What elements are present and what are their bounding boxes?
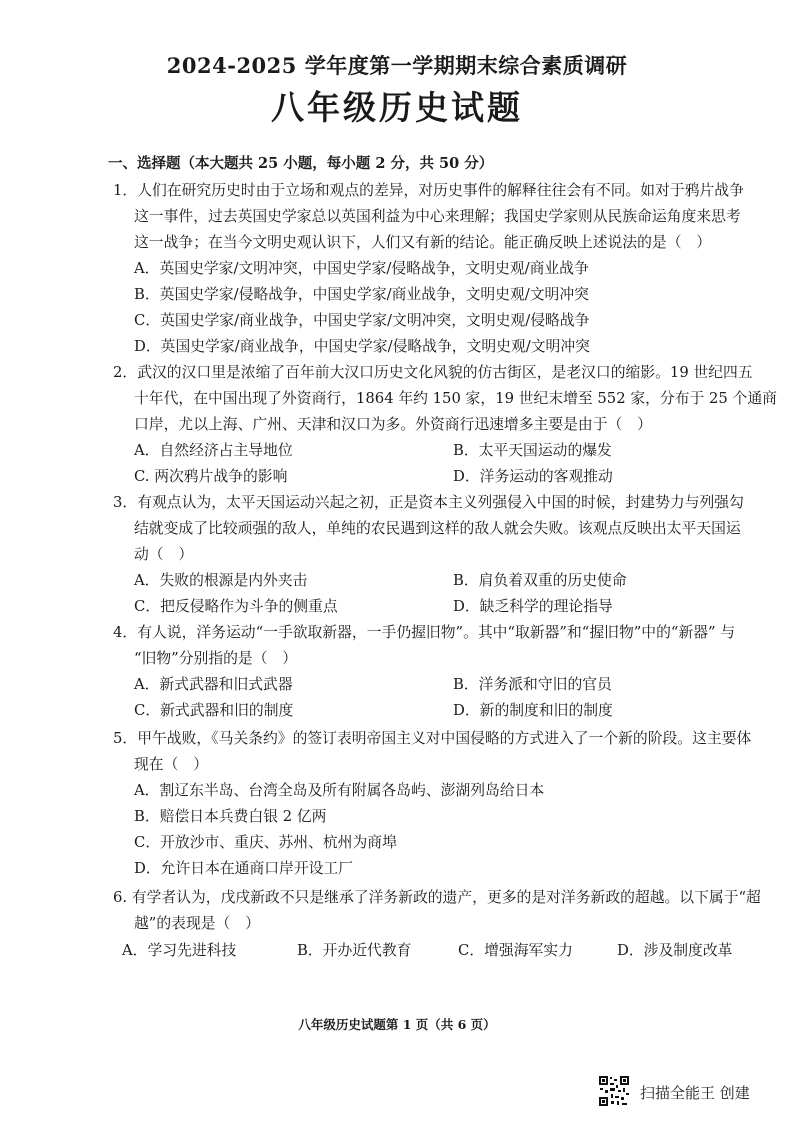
page-footer: 八年级历史试题第 1 页（共 6 页）	[298, 1017, 496, 1032]
option-b: B．赔偿日本兵费白银 2 亿两	[134, 808, 327, 825]
question-text-line: 口岸，尤以上海、广州、天津和汉口为多。外资商行迅速增多主要是由于（ ）	[134, 416, 652, 433]
question-text-line: 十年代，在中国出现了外资商行，1864 年约 150 家，19 世纪末增至 552 家，分布于 25 个通商	[134, 390, 777, 407]
question-text-line: 动（ ）	[134, 546, 194, 563]
question-text-line: “旧物”分别指的是（ ）	[134, 650, 298, 667]
option-b: B．洋务派和守旧的官员	[453, 676, 612, 693]
option-a: A．英国史学家/文明冲突，中国史学家/侵略战争，文明史观/商业战争	[134, 260, 589, 277]
option-c: C．新式武器和旧的制度	[134, 702, 294, 719]
exam-title-line2: 八年级历史试题	[271, 88, 523, 127]
exam-title-line1: 2024-2025 学年度第一学期期末综合素质调研	[166, 53, 628, 78]
question-text-line: 6. 有学者认为，戊戌新政不只是继承了洋务新政的遗产，更多的是对洋务新政的超越。以下属于“超	[113, 889, 761, 906]
question-text-line: 越”的表现是（ ）	[134, 915, 260, 932]
option-b: B．太平天国运动的爆发	[453, 442, 612, 459]
option-d: D．涉及制度改革	[617, 942, 733, 959]
question-text-line: 现在（ ）	[134, 756, 208, 773]
option-a: A．自然经济占主导地位	[134, 442, 293, 459]
question-text-line: 4．有人说，洋务运动“一手欲取新器，一手仍握旧物”。其中“取新器”和“握旧物”中的“新器” 与	[113, 624, 736, 641]
option-a: A．新式武器和旧式武器	[134, 676, 293, 693]
option-d: D．洋务运动的客观推动	[453, 468, 613, 485]
option-c: C．开放沙市、重庆、苏州、杭州为商埠	[134, 834, 397, 851]
option-a: A．割辽东半岛、台湾全岛及所有附属各岛屿、澎湖列岛给日本	[134, 782, 545, 799]
option-a: A．学习先进科技	[122, 942, 237, 959]
option-c: C．英国史学家/商业战争，中国史学家/文明冲突，文明史观/侵略战争	[134, 312, 590, 329]
option-d: D．缺乏科学的理论指导	[453, 598, 613, 615]
question-text-line: 这一战争；在当今文明史观认识下，人们又有新的结论。能正确反映上述说法的是（ ）	[134, 234, 712, 251]
option-c: C. 两次鸦片战争的影响	[134, 468, 288, 485]
question-text-line: 结就变成了比较顽强的敌人，单纯的农民遇到这样的敌人就会失败。该观点反映出太平天国运	[134, 520, 741, 537]
question-text-line: 这一事件，过去英国史学家总以英国利益为中心来理解；我国史学家则从民族命运角度来思考	[134, 208, 741, 225]
option-b: B．开办近代教育	[297, 942, 412, 959]
section-heading: 一、选择题（本大题共 25 小题，每小题 2 分，共 50 分）	[108, 155, 494, 172]
option-c: C．增强海军实力	[458, 942, 573, 959]
option-b: B．肩负着双重的历史使命	[453, 572, 627, 589]
option-b: B．英国史学家/侵略战争，中国史学家/商业战争，文明史观/文明冲突	[134, 286, 589, 303]
qr-code-icon	[598, 1075, 630, 1107]
option-d: D．允许日本在通商口岸开设工厂	[134, 860, 354, 877]
question-text-line: 5．甲午战败，《马关条约》的签订表明帝国主义对中国侵略的方式进入了一个新的阶段。这主要体	[113, 730, 752, 747]
option-c: C．把反侵略作为斗争的侧重点	[134, 598, 338, 615]
option-d: D．英国史学家/商业战争，中国史学家/侵略战争，文明史观/文明冲突	[134, 338, 590, 355]
question-text-line: 3．有观点认为，太平天国运动兴起之初，正是资本主义列强侵入中国的时候，封建势力与列强勾	[113, 494, 744, 511]
option-a: A．失败的根源是内外夹击	[134, 572, 308, 589]
option-d: D．新的制度和旧的制度	[453, 702, 613, 719]
question-text-line: 2．武汉的汉口里是浓缩了百年前大汉口历史文化风貌的仿古街区，是老汉口的缩影。19 世纪四五	[113, 364, 753, 381]
scanner-brand-label: 扫描全能王 创建	[640, 1084, 750, 1102]
question-text-line: 1．人们在研究历史时由于立场和观点的差异，对历史事件的解释往往会有不同。如对于鸦片战争	[113, 182, 744, 199]
